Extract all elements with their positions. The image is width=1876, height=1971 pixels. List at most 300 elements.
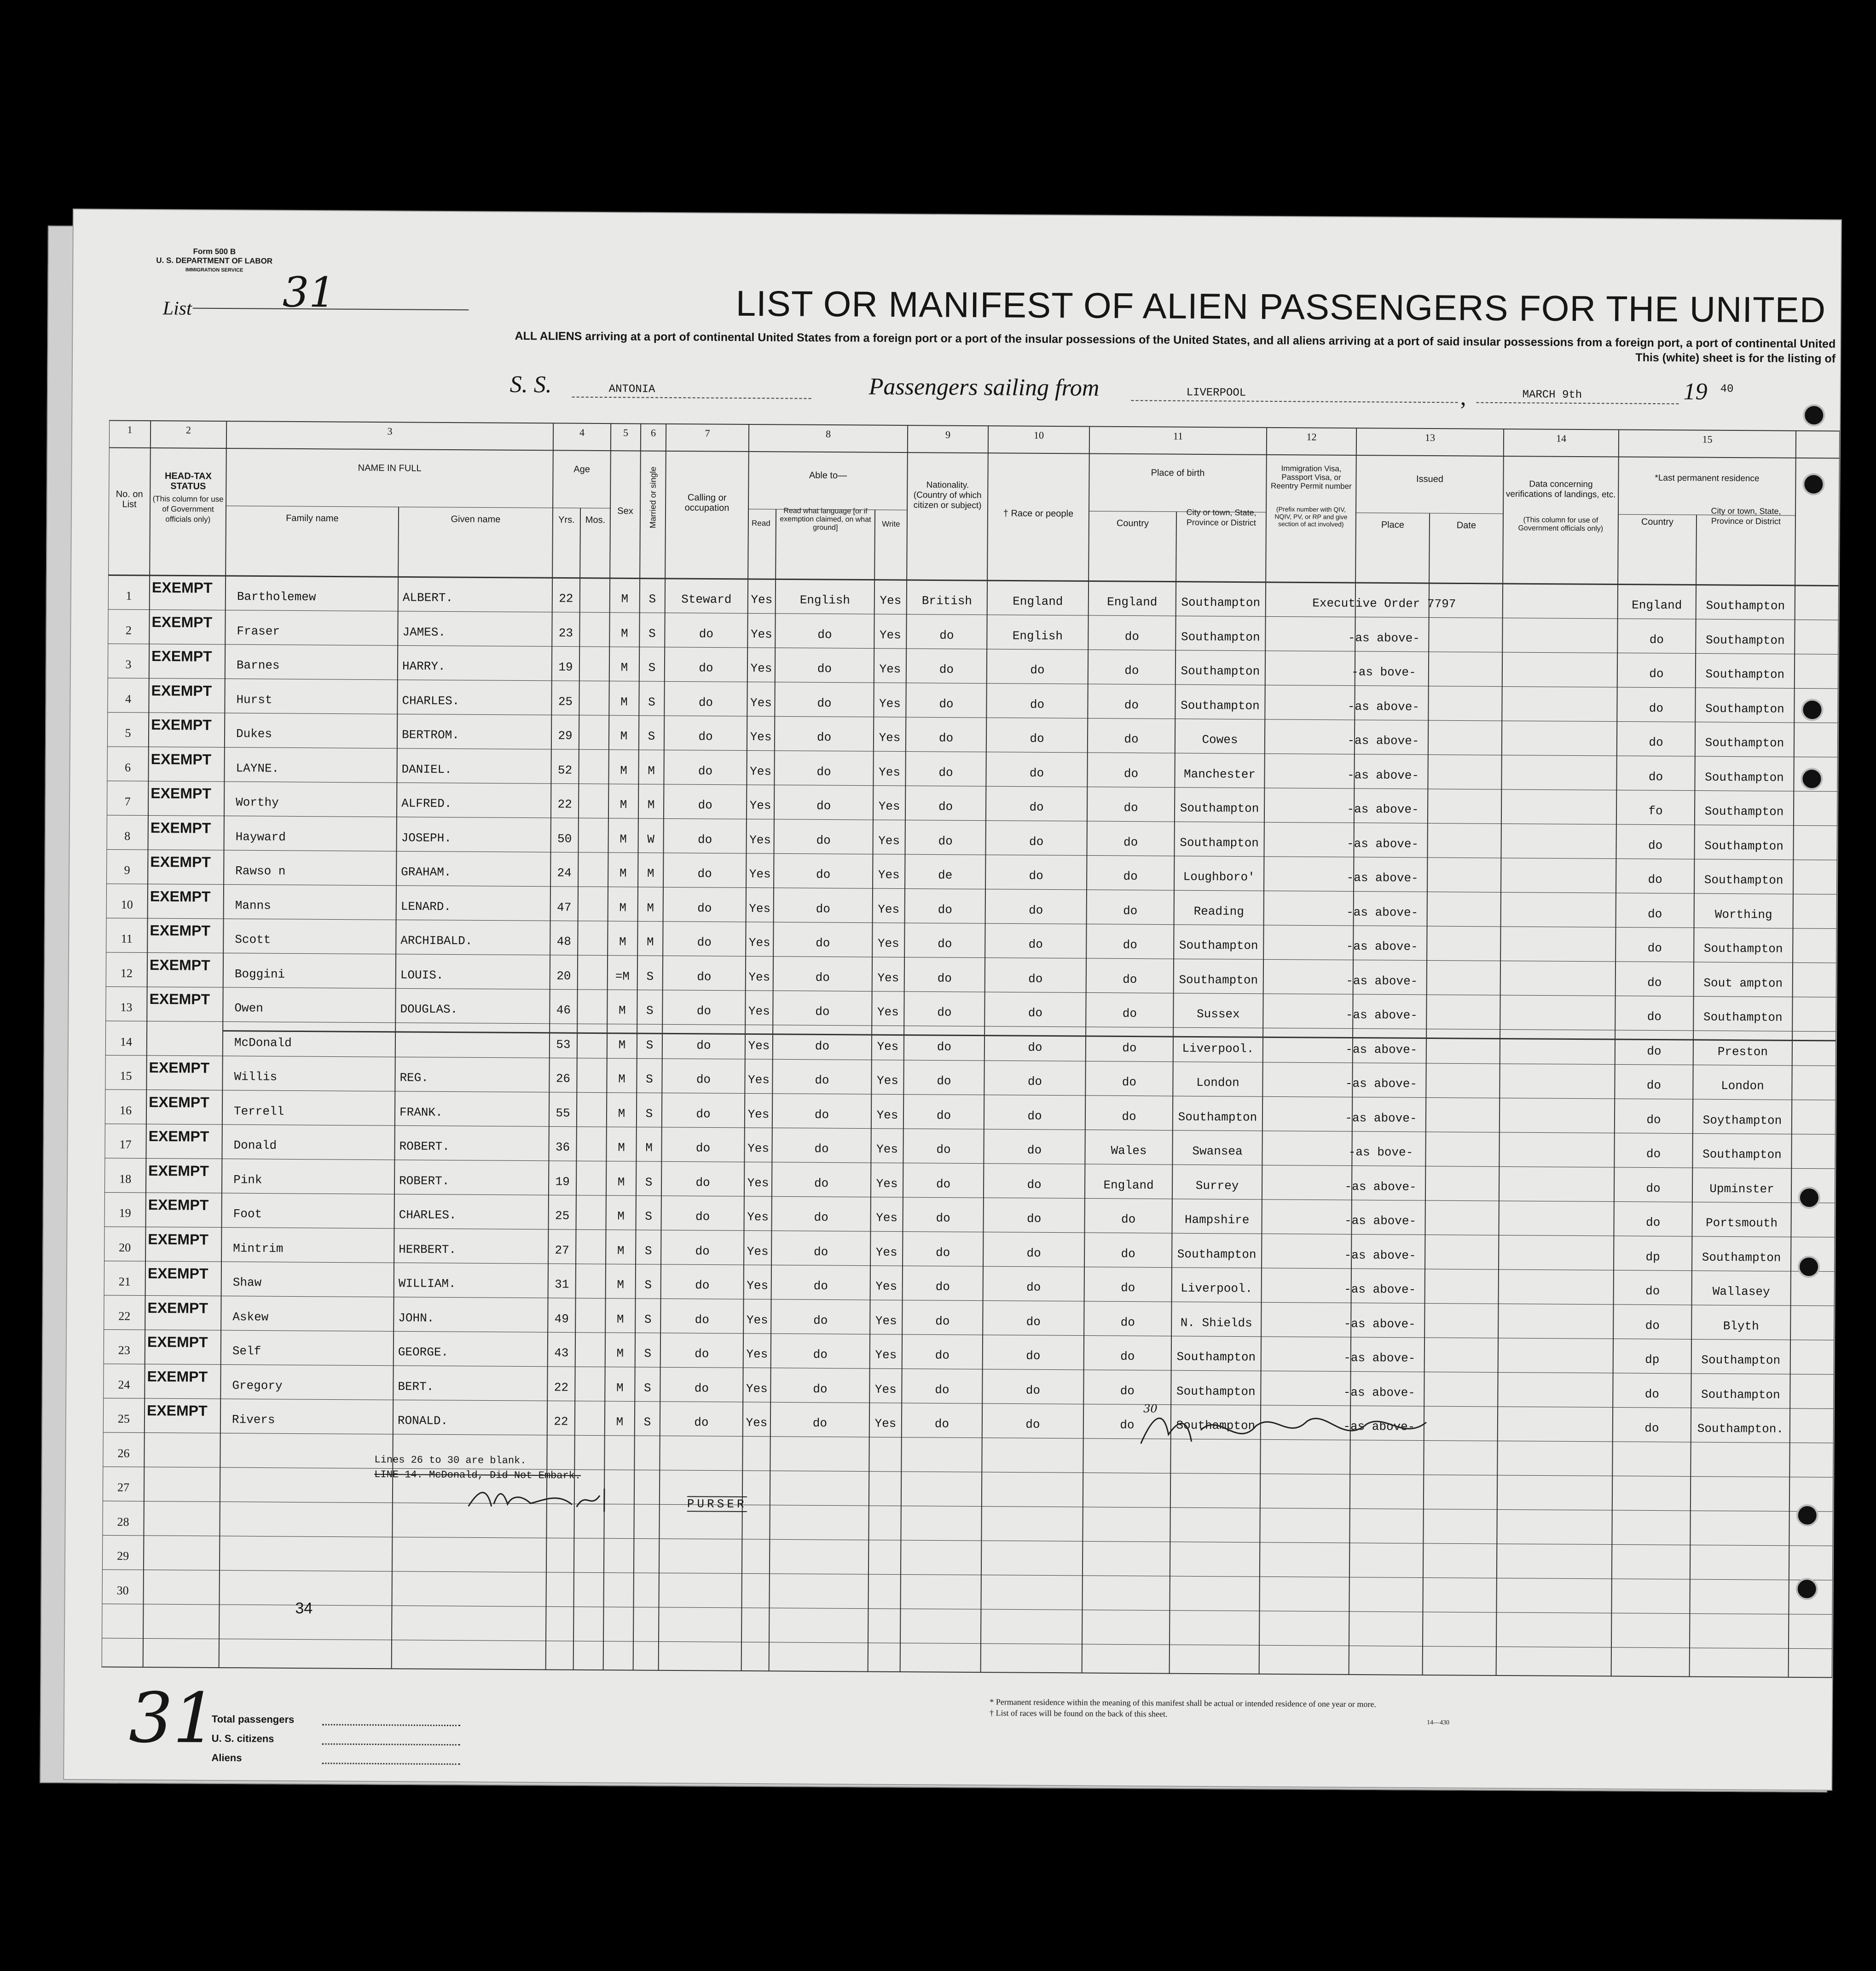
cell-city: Liverpool. xyxy=(1182,1041,1254,1056)
cell-city: Hampshire xyxy=(1184,1212,1250,1227)
cell-family: Worthy xyxy=(236,795,279,810)
cell-family xyxy=(231,1584,392,1585)
cell-res-city: Southampton xyxy=(1701,1353,1781,1368)
sailing-label: Passengers sailing from xyxy=(869,373,1100,401)
port-underline xyxy=(1131,400,1458,403)
cell-res-city: Sout ampton xyxy=(1703,976,1783,991)
cell-family: Mintrim xyxy=(233,1241,284,1256)
cell-calling: do xyxy=(695,1175,710,1189)
col-number-10: 10 xyxy=(1033,429,1044,441)
cell-ms: S xyxy=(646,1072,653,1086)
cell-write: Yes xyxy=(877,1005,899,1019)
cell-read: Yes xyxy=(748,970,770,984)
grid-line xyxy=(226,506,553,508)
cell-nat: do xyxy=(936,1108,951,1123)
cell-no: 15 xyxy=(120,1069,132,1083)
cell-read: Yes xyxy=(747,1210,769,1224)
cell-res-city: Southampton xyxy=(1704,839,1784,853)
cell-res-city: Blyth xyxy=(1723,1319,1759,1333)
col-number-2: 2 xyxy=(186,424,191,436)
cell-read: Yes xyxy=(749,867,771,881)
cell-city: Southampton xyxy=(1178,1110,1257,1125)
cell-read: Yes xyxy=(746,1381,768,1396)
cell-city: Southampton xyxy=(1181,664,1260,678)
cell-yrs: 48 xyxy=(556,934,572,949)
cell-read: Yes xyxy=(749,833,771,847)
cell-calling xyxy=(660,1518,742,1519)
cell-country: do xyxy=(1124,698,1139,712)
cell-given: CHARLES. xyxy=(399,1208,457,1223)
cell-res-city: Southampton xyxy=(1705,701,1784,716)
footnote-residence: * Permanent residence within the meaning of this manifest shall be actual or intended residence of one year or more. xyxy=(990,1697,1376,1709)
cell-family: Manns xyxy=(235,898,271,913)
cell-race: do xyxy=(1026,1212,1042,1226)
form-identifier: Form 500 B U. S. DEPARTMENT OF LABOR IMMIGRATION SERVICE xyxy=(156,247,273,273)
manifest-table xyxy=(102,420,1840,1678)
cell-ms: M xyxy=(648,764,655,778)
col-number-9: 9 xyxy=(945,429,951,441)
cell-given xyxy=(397,1551,544,1552)
cell-no: 29 xyxy=(117,1549,129,1563)
cell-ms: S xyxy=(648,592,656,606)
cell-res-country: do xyxy=(1649,701,1664,715)
cell-city: Surrey xyxy=(1195,1178,1239,1193)
us-citizens-label: U. S. citizens xyxy=(211,1732,274,1745)
cell-yrs: 27 xyxy=(555,1243,569,1258)
cell-res-country: do xyxy=(1648,872,1662,887)
cell-res-city: Southampton xyxy=(1704,873,1783,887)
cell-write: Yes xyxy=(876,1073,898,1088)
hdr-married: Married or single xyxy=(648,466,658,528)
cell-res-city: Portsmouth xyxy=(1706,1216,1778,1230)
hdr-sex: Sex xyxy=(617,506,633,516)
cell-lang: do xyxy=(817,661,832,676)
cell-family xyxy=(231,1550,392,1551)
cell-nat: do xyxy=(938,765,953,780)
cell-status: EXEMPT xyxy=(148,1230,209,1248)
cell-race: do xyxy=(1029,835,1044,849)
cell-yrs: 50 xyxy=(557,831,572,846)
aliens-label: Aliens xyxy=(211,1751,242,1764)
cell-visa: -as bove- xyxy=(1351,665,1416,679)
cell-lang: do xyxy=(816,833,831,847)
cell-no: 4 xyxy=(125,692,132,706)
cell-write: Yes xyxy=(879,628,901,642)
cell-read: Yes xyxy=(747,1141,770,1156)
cell-visa: -as above- xyxy=(1346,870,1419,885)
cell-visa: -as above- xyxy=(1348,631,1420,645)
cell-status: EXEMPT xyxy=(147,1368,208,1385)
cell-visa: -as above- xyxy=(1344,1282,1416,1297)
cell-family: Self xyxy=(232,1344,261,1358)
cell-sex: M xyxy=(619,935,626,949)
cell-sex: M xyxy=(618,1106,625,1120)
total-passengers-label: Total passengers xyxy=(211,1713,295,1725)
cell-read: Yes xyxy=(746,1347,768,1362)
hdr-last-residence: *Last permanent residence xyxy=(1655,473,1760,484)
cell-country: do xyxy=(1124,663,1139,678)
cell-no: 1 xyxy=(126,589,132,603)
cell-status xyxy=(149,1025,223,1026)
cell-ms: M xyxy=(647,798,655,812)
hdr-visa: Immigration Visa, Passport Visa, or Reentry Permit number xyxy=(1270,464,1352,491)
cell-family: Askew xyxy=(232,1310,269,1324)
cell-race: do xyxy=(1026,1349,1041,1363)
binder-hole xyxy=(1798,1256,1820,1278)
cell-ms: M xyxy=(647,866,654,881)
cell-lang: do xyxy=(813,1245,828,1259)
cell-lang xyxy=(770,1553,869,1554)
cell-status: EXEMPT xyxy=(150,922,211,939)
cell-status: EXEMPT xyxy=(147,1333,208,1351)
cell-sex: M xyxy=(617,1175,625,1189)
grid-line xyxy=(102,1638,1832,1649)
cell-yrs: 22 xyxy=(559,591,573,606)
cell-given: BERTROM. xyxy=(401,728,459,742)
cell-res-city: Southampton xyxy=(1702,1250,1781,1265)
cell-nat: do xyxy=(936,1142,951,1157)
cell-no: 8 xyxy=(124,829,131,843)
cell-yrs: 31 xyxy=(555,1277,569,1292)
cell-nat: do xyxy=(938,902,952,917)
cell-family: Terrell xyxy=(233,1104,284,1119)
cell-status: EXEMPT xyxy=(148,1196,209,1213)
cell-race: do xyxy=(1028,937,1043,951)
cell-status: EXEMPT xyxy=(149,991,210,1008)
col-number-12: 12 xyxy=(1306,431,1317,443)
cell-city: Southampton xyxy=(1176,1384,1256,1399)
cell-res-city: Southampton xyxy=(1705,667,1785,682)
binder-hole xyxy=(1798,1187,1820,1209)
cell-country: do xyxy=(1121,1281,1135,1295)
cell-nat: do xyxy=(938,937,952,951)
cell-country: do xyxy=(1120,1349,1135,1364)
cell-calling: do xyxy=(697,867,712,881)
cell-country: Wales xyxy=(1111,1143,1147,1158)
cell-race xyxy=(981,1554,1083,1555)
cell-res-country: do xyxy=(1647,941,1662,956)
cell-visa: -as above- xyxy=(1347,802,1419,817)
cell-res-country: do xyxy=(1649,735,1663,750)
list-label: List xyxy=(162,298,192,319)
cell-ms: W xyxy=(647,832,655,846)
cell-race: do xyxy=(1026,1246,1041,1260)
cell-read: Yes xyxy=(748,935,770,950)
cell-given: JAMES. xyxy=(402,625,446,639)
hdr-write: Write xyxy=(882,519,900,528)
cell-no: 11 xyxy=(121,932,133,945)
cell-lang: English xyxy=(799,593,851,608)
cell-read: Yes xyxy=(748,1038,770,1053)
cell-city xyxy=(1170,1521,1260,1522)
cell-yrs: 22 xyxy=(554,1414,568,1429)
cell-nat xyxy=(901,1485,982,1486)
cell-nat xyxy=(901,1588,981,1589)
cell-read: Yes xyxy=(747,1176,769,1190)
cell-yrs: 20 xyxy=(556,968,571,983)
cell-sex: M xyxy=(617,1243,625,1258)
cell-visa: -as above- xyxy=(1343,1351,1416,1365)
cell-calling: do xyxy=(699,661,713,675)
cell-res-country: do xyxy=(1646,1181,1661,1195)
cell-status: EXEMPT xyxy=(150,887,211,905)
page-title: LIST OR MANIFEST OF ALIEN PASSENGERS FOR THE UNITED xyxy=(735,283,1826,330)
col-number-11: 11 xyxy=(1173,430,1183,442)
cell-given: FRANK. xyxy=(399,1105,443,1119)
cell-nat: do xyxy=(937,1005,952,1020)
cell-no: 3 xyxy=(125,657,132,671)
cell-read: Yes xyxy=(746,1415,768,1430)
cell-country: do xyxy=(1124,629,1140,643)
cell-nat: do xyxy=(937,1074,951,1088)
cell-write: Yes xyxy=(875,1348,897,1362)
cell-calling: do xyxy=(698,730,713,744)
hdr-read-language: Read what language [or if exemption claimed, on what ground] xyxy=(780,507,871,532)
cell-status: EXEMPT xyxy=(150,853,211,870)
cell-no: 10 xyxy=(121,898,133,911)
cell-status: EXEMPT xyxy=(148,1162,209,1179)
cell-res-country xyxy=(1612,1524,1691,1525)
cell-ms: S xyxy=(648,626,656,641)
cell-visa: -as above- xyxy=(1345,1111,1417,1125)
cell-yrs: 46 xyxy=(556,1003,571,1017)
cell-given: JOSEPH. xyxy=(401,830,452,845)
cell-ms: S xyxy=(645,1209,653,1223)
cell-res-city: Wallasey xyxy=(1712,1284,1770,1299)
cell-race: do xyxy=(1028,972,1043,986)
cell-calling: do xyxy=(696,1107,711,1121)
hdr-calling: Calling or occupation xyxy=(684,493,730,513)
purser-signature xyxy=(466,1485,660,1514)
cell-no: 7 xyxy=(124,794,131,808)
cell-sex: M xyxy=(618,1072,625,1086)
cell-visa: -as above- xyxy=(1344,1213,1417,1228)
cell-ms: M xyxy=(645,1141,653,1155)
cell-ms: S xyxy=(648,695,655,709)
cell-nat: British xyxy=(921,594,973,608)
col-number-4: 4 xyxy=(579,426,585,438)
cell-calling: do xyxy=(695,1278,710,1293)
cell-no: 22 xyxy=(118,1309,131,1323)
cell-family: Willis xyxy=(234,1070,278,1084)
cell-sex: M xyxy=(616,1380,624,1395)
cell-res-country: do xyxy=(1645,1318,1660,1333)
cell-nat: do xyxy=(938,731,954,745)
cell-family: Rawso n xyxy=(235,864,286,878)
cell-country: do xyxy=(1123,869,1138,884)
cell-status: EXEMPT xyxy=(151,648,212,665)
passenger-count: 34 xyxy=(295,1599,313,1617)
cell-race: do xyxy=(1030,731,1044,746)
grid-line xyxy=(102,1667,1832,1678)
cell-sex: M xyxy=(621,592,629,606)
cell-sex: M xyxy=(620,763,627,777)
cell-city: Sussex xyxy=(1196,1007,1240,1021)
cell-write: Yes xyxy=(875,1245,897,1259)
cell-nat: do xyxy=(935,1348,950,1362)
cell-status: EXEMPT xyxy=(147,1265,208,1282)
cell-nat xyxy=(902,1451,982,1452)
cell-res-country: dp xyxy=(1645,1250,1660,1264)
cell-res-country xyxy=(1613,1455,1691,1456)
cell-race: do xyxy=(1026,1280,1041,1294)
hdr-read: Read xyxy=(751,519,770,528)
cell-res-city: Preston xyxy=(1717,1044,1768,1059)
cell-lang: do xyxy=(815,1004,830,1019)
cell-read: Yes xyxy=(746,1313,768,1327)
col-number-15: 15 xyxy=(1702,433,1713,445)
ss-label: S. S. xyxy=(510,371,552,398)
cell-res-city: Southampton xyxy=(1702,1147,1782,1162)
hdr-birth-country: Country xyxy=(1116,518,1149,529)
cell-nat: do xyxy=(936,1177,951,1191)
cell-race: do xyxy=(1029,869,1043,883)
hdr-nationality: Nationality. (Country of which citizen or subject) xyxy=(913,480,982,511)
cell-given xyxy=(398,1448,545,1449)
cell-visa: -as above- xyxy=(1345,1008,1418,1022)
cell-given: LENARD. xyxy=(400,899,452,914)
cell-res-city: Southampton xyxy=(1706,598,1785,613)
cell-no: 13 xyxy=(120,1000,133,1014)
cell-visa: -as above- xyxy=(1347,836,1419,851)
cell-race: do xyxy=(1025,1383,1041,1397)
cell-calling: do xyxy=(698,798,712,812)
cell-write: Yes xyxy=(876,1108,898,1122)
manifest-sheet xyxy=(64,209,1841,1790)
cell-calling: Steward xyxy=(681,592,732,607)
hdr-issued-place: Place xyxy=(1381,520,1404,530)
inspector-signature xyxy=(1136,1402,1436,1464)
cell-lang: do xyxy=(815,1073,829,1088)
cell-ms: S xyxy=(643,1381,651,1395)
cell-no: 23 xyxy=(118,1343,130,1357)
hdr-mos: Mos. xyxy=(585,515,606,526)
cell-family: LAYNE. xyxy=(236,761,279,776)
year-suffix: 40 xyxy=(1720,383,1734,396)
binder-hole xyxy=(1802,473,1824,495)
col-number-13: 13 xyxy=(1424,431,1436,444)
cell-city: Southampton xyxy=(1180,801,1259,816)
cell-yrs: 36 xyxy=(555,1140,570,1154)
cell-lang: do xyxy=(813,1382,828,1396)
cell-country: do xyxy=(1123,972,1137,986)
cell-yrs: 22 xyxy=(554,1380,569,1395)
binder-hole xyxy=(1801,768,1823,790)
cell-visa: Executive Order 7797 xyxy=(1312,596,1456,611)
cell-res-country: dp xyxy=(1645,1352,1660,1367)
hdr-res-country: Country xyxy=(1641,516,1673,528)
cell-race xyxy=(982,1520,1083,1521)
cell-nat: do xyxy=(935,1382,950,1397)
cell-status: EXEMPT xyxy=(147,1299,208,1316)
cell-city: Loughboro' xyxy=(1183,870,1255,884)
form-code: 14—430 xyxy=(1426,1719,1450,1727)
cell-read: Yes xyxy=(749,798,771,813)
cell-calling: do xyxy=(695,1244,710,1258)
cell-calling: do xyxy=(697,935,712,950)
cell-given xyxy=(397,1482,544,1483)
cell-nat: do xyxy=(938,800,953,814)
cell-country: do xyxy=(1124,732,1139,747)
cell-res-country: do xyxy=(1648,907,1662,921)
cell-status: EXEMPT xyxy=(151,613,213,631)
cell-no: 25 xyxy=(117,1412,130,1426)
cell-nat: do xyxy=(936,1211,950,1225)
cell-lang: do xyxy=(813,1279,828,1293)
cell-no: 9 xyxy=(124,863,130,877)
cell-res-city: Southampton xyxy=(1705,633,1785,648)
citizens-dots xyxy=(322,1743,460,1745)
port-name: LIVERPOOL xyxy=(1186,386,1246,400)
corner-list-mark: 31 xyxy=(128,1678,217,1759)
cell-visa xyxy=(1260,1556,1497,1558)
cell-city: Southampton xyxy=(1176,1350,1256,1364)
cell-nat: do xyxy=(937,971,952,986)
cell-family: Donald xyxy=(233,1138,277,1153)
cell-yrs: 26 xyxy=(556,1072,571,1086)
hdr-family-name: Family name xyxy=(286,513,339,524)
note-blank-lines: Lines 26 to 30 are blank. xyxy=(374,1454,527,1467)
cell-res-city: Worthing xyxy=(1714,907,1772,922)
cell-write: Yes xyxy=(875,1314,897,1328)
cell-lang: do xyxy=(815,970,830,985)
cell-lang: do xyxy=(814,1176,829,1190)
cell-family xyxy=(232,1516,393,1517)
cell-visa xyxy=(1260,1522,1497,1523)
cell-race: do xyxy=(1030,663,1045,677)
cell-res-country xyxy=(1612,1558,1690,1559)
cell-res-city: Soythampton xyxy=(1702,1113,1782,1128)
cell-calling: do xyxy=(698,764,713,778)
cell-status: EXEMPT xyxy=(148,1128,209,1145)
cell-nat: do xyxy=(939,628,954,643)
cell-sex: M xyxy=(618,1003,626,1018)
cell-calling: do xyxy=(694,1381,709,1395)
cell-calling: do xyxy=(696,1072,711,1087)
cell-given: JOHN. xyxy=(398,1310,434,1325)
hdr-visa-note: (Prefix number with QIV, NQIV, PV, or RP and give section of act involved) xyxy=(1274,505,1348,528)
cell-res-country: do xyxy=(1649,632,1664,647)
cell-lang: do xyxy=(815,1039,830,1053)
cell-country: do xyxy=(1120,1315,1135,1329)
cell-lang: do xyxy=(814,1210,828,1225)
date-underline xyxy=(1476,402,1679,405)
hdr-age: Age xyxy=(573,464,590,475)
cell-visa: -as above- xyxy=(1345,1076,1418,1091)
cell-given: ALBERT. xyxy=(402,591,453,605)
cell-res-city: Upminster xyxy=(1709,1182,1774,1196)
cell-no: 19 xyxy=(119,1206,131,1220)
cell-calling: do xyxy=(697,969,712,984)
cell-res-country: do xyxy=(1646,1078,1662,1093)
cell-status: EXEMPT xyxy=(151,682,212,699)
cell-race: do xyxy=(1027,1143,1042,1157)
hdr-birth-city: City or town, State, Province or District xyxy=(1186,507,1256,528)
cell-write: Yes xyxy=(879,696,901,711)
cell-ms: M xyxy=(647,901,654,915)
cell-lang: do xyxy=(816,765,831,779)
cell-country xyxy=(1083,1486,1170,1487)
cell-city: Southampton xyxy=(1176,1418,1256,1433)
hdr-yrs: Yrs. xyxy=(558,515,575,525)
cell-given: WILLIAM. xyxy=(398,1276,456,1291)
cell-res-city: Southampton xyxy=(1701,1387,1780,1402)
cell-given: ARCHIBALD. xyxy=(400,933,473,948)
cell-yrs: 53 xyxy=(556,1037,571,1052)
total-dots xyxy=(322,1724,460,1726)
cell-write: Yes xyxy=(879,662,901,676)
cell-lang xyxy=(770,1450,869,1451)
